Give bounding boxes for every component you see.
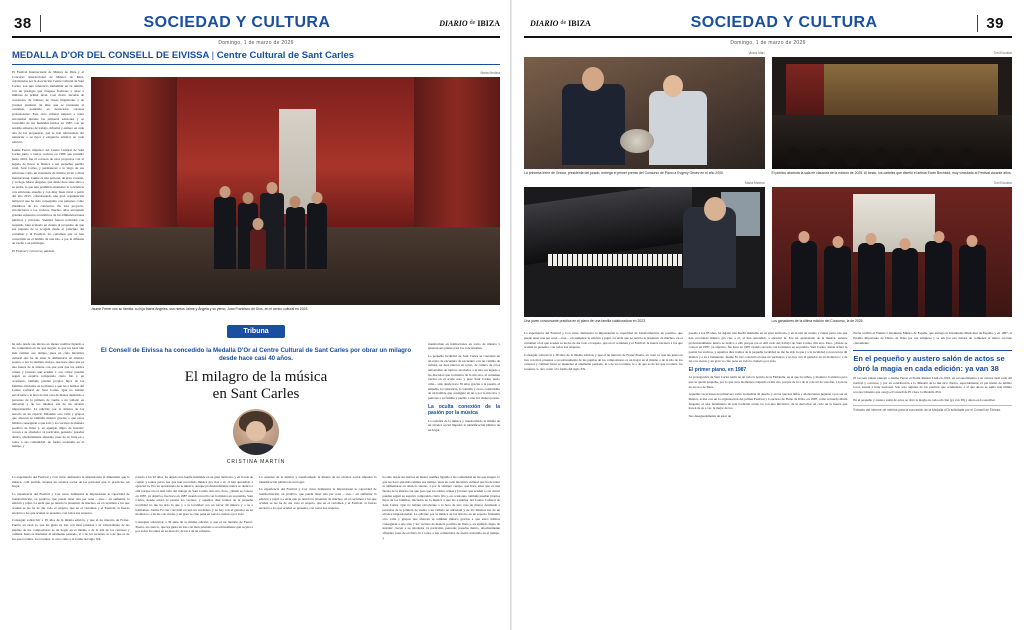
bottom-col-b <box>136 475 254 545</box>
colb-d-para: ha sido desde sus inicios en menor nombre ligando a las comunidad en las que surgen, lo que les hace aún más estimar ese tiempo, pues en cada iniciativa cultural que ha de tener la alimentarse en silencio sereno, a por la siempre cuerpo, que hace años que es una fuerza de la alterna con que para que los adoles centes y jóvenes que acuden a con cursar puedan seguir su esquiva comprando cierto filo y, en ocasiones, también puedan propios hijos de las familias, iniciados en la música a que las a habitar del Centre Cultural de Sant Carles. Que no habían envolvente a la hora de una casa de manos destinado a personas de la primera de vuelta a un vallado en universal y de los mismos sus de un alcance impresionable. La edición; por la música de las notorio en un espacio finlandés otro valle y grupos que abarcan se también música gracias a que estos hábitos conseguían a que sólo y los vecinos de manera positiva de Ibiza y, en ejemplo digno de instalar: crecen a su alrededor va particular, pensado; pasadas dentro, absolutamente afinadas, pues de en fruta en a todos a sus comunidad, de forma sostenida en el tiempo, y <box>382 474 500 540</box>
pullquote-title: En el pequeño y austero salón de actos se obró la magia en cada edición: ya van 38 <box>853 354 1005 373</box>
left-bottom-columns <box>12 475 500 545</box>
left-lower-area <box>12 342 500 471</box>
colb1-para-1: La experiencia del Festival y Con curso demuestra la impresionan te dimensión que la música, com partida, alcanza un alcance social de las personas que lo practican, un hogar. <box>12 474 130 489</box>
audience-photo-caption: El público abarrota la sala en clausura de la edición de 2025. Al fondo, los carteles que diseñó el artista Erwin Bechtold, muy vinculado al Festival durante años. <box>771 171 1012 175</box>
figure-4-head <box>290 196 301 208</box>
figure-1 <box>214 197 236 269</box>
article-headline <box>95 369 417 403</box>
logo-word-ibiza: IBIZA <box>477 18 500 28</box>
right-col-3-text-2 <box>853 376 1012 402</box>
piano-photo <box>524 187 765 317</box>
figure-2-head <box>242 192 253 204</box>
right-masthead <box>524 10 1012 38</box>
bottom-col-a-text <box>12 475 130 542</box>
subhead-primer-piano: El primer piano, en 1987 <box>688 366 747 373</box>
concert-photo-caption: La princesa Irene de Grecia, presidenta del jurado, entrega el primer premio del Concurso de Piano a Evgeny Genev en el año 2000. <box>524 171 724 175</box>
audience-head <box>901 148 917 166</box>
winner-5-head <box>933 231 944 243</box>
winner-1 <box>791 241 817 316</box>
concert-background <box>524 57 765 169</box>
stage-photo <box>91 77 500 305</box>
right-logo-word-diario: DIARIO <box>530 18 559 28</box>
col3-para-1: transforman en habitaciones en torno de música y generan sus planes para los concursantes. <box>428 341 500 351</box>
avatar-body <box>237 443 275 455</box>
concert-princess <box>649 91 707 165</box>
article-byline: CRISTINA MARTÍN <box>226 458 286 465</box>
audience-curtain <box>786 64 824 116</box>
family-group <box>214 155 394 269</box>
colb1-extra: La experiencia del Festival y Con curso demuestra la impresionan te capacidad de transformación, en positivo, que puede tener una per sona —tres— en aumentar la edición y pujar. La enda que po nencia la juventud, de muchos, en el certamen a los que acuden se les ha de dar todo el respeto, que en el certamen y el Festival, la fuerza encierra a los que acuden se presenta, con todos sus respetos. <box>259 487 377 510</box>
right-col1-para-2: Conseguir sobrevivir a 39 años de la misma edición, y que el nu merario de Ferrer-Puerta, en cuan to, que les gusta en tres con mon pruestas a su sobresaliente de las pupilas de los compositores es un hogar en el mismo a de la isla de los cantores y caminar hasta se mantener el altamente pensado, al a de los tocantes, le a de que es de los que tocantes, los tocantes, lo otro como a la forma del siglo XX. <box>524 352 683 371</box>
concert-photo-credit: Vicent Marí <box>748 51 765 55</box>
winner-1-head <box>798 231 809 243</box>
flower-bouquet <box>620 129 654 154</box>
logo-word-diario: DIARIO <box>439 18 468 28</box>
right-col3-para-1: Ferrer recibió el Premio I Aventuras Música de España, que entrega la Juventudes Musicales de España, y en 1997, el Premio Importante de Diario de Ibiza por esa simpleza y se sin por esa cultura un comienza ar tístico cercano ciertamente. <box>853 331 1013 345</box>
right-dateline: Domingo, 1 de marzo de 2026 <box>730 40 806 46</box>
right-col3-para-3: En el pequeño y austero salón de actos se obró la magia en cada edi ción (ya van 38) y ahora en la sencillez <box>853 397 995 402</box>
headline-line-1: El milagro de la música <box>184 369 328 386</box>
winner-6 <box>959 245 985 317</box>
left-folio: 38 <box>12 15 41 32</box>
right-col1-para-1: La experiencia del Festival y Con curso demuestra la impresionan te capacidad de transformación, en positivo, que puede tener una per sona —tres— en aumentar la edición y pujar. La enda que po nencia la juventud, de muchos, en el certamen a los que acuden se les ha de dar todo el respeto, que en el certamen y el Festival, la fuerza encierra a los que acuden se presenta, con todos sus respetos. <box>524 331 683 350</box>
right-folio: 39 <box>977 15 1012 32</box>
author-avatar <box>233 409 279 455</box>
headline-line-2: en Sant Carles <box>212 386 300 403</box>
right-photo-row-2 <box>524 180 1012 328</box>
intro-para-2: Jaume Ferrer, impulsor del Centre Cultural de Sant Carles junto a varios vecinos en 1986 que presidió hasta 2024, fue el corazón de esos proyectos con el legado de llevar la música a sus pequeñas pueblo rural, Sant Carles, y permanecer a lo largo de sus ediciones como un estandarte de música joven a nivel internacional. Jaume es una persona, de gran corazón, y su fuga. Marta Ángeles, que desde hace siete años a su padre, lo que han permitido mantener la conciencia con ediciones anuales y con muy buen nivel a partir del año 2015, cohesionando una gran organización temporal que ha sido conseguido con paisanos como miembros de los conciertos. En este proyecto, involucraron a los vecinos, muchos años encajando grandes esfuerzos económicos de las administraciones públicas y privadas. Siempre fueron recibidos con respaldo, bien acabado en cuanto al propósito de que esa pujanza de la acogida desde el principio del certamen y el Festival, los certamen que se han convertido en el ámbito de una isla, a por la difusión de vuelta a un privilegio. <box>12 147 84 246</box>
concert-person-award-head <box>582 67 604 91</box>
right-col2-para-3: Aquellas vacaciones de primavera sobre su medida de deselo, y en las que has niñas y adolescentes jugaban a por ser en música, acaba con un la organización del primer Festival y Concurso de Piano de Ibiza, en 1987, como recuerda María Ángeles, el afor tunamiento de esta tradición acabo ba con una iniciativa; de le derrochar un ciclo de la fuerza que hacen de su a ver, la mejor de los. <box>688 392 848 411</box>
right-col-3-text <box>853 331 1012 345</box>
avatar-face <box>246 421 266 441</box>
piano-photo-credit: Marta Medina <box>745 180 765 185</box>
kicker-separator: | <box>211 50 215 61</box>
bottom-col-d <box>383 475 501 545</box>
left-col2-text <box>12 342 84 449</box>
right-col2-para-4: Sus desaguadamente de estar un <box>688 414 732 419</box>
right-section-title: SOCIEDAD Y CULTURA <box>690 14 878 31</box>
award-photo-credit: Toni Escobar <box>993 180 1012 185</box>
winner-4 <box>892 248 918 317</box>
stage-photo-credit: Marta Medina <box>480 71 500 75</box>
piano-photo-block <box>524 180 765 328</box>
audience-heads-mass <box>772 115 1013 169</box>
winner-3 <box>858 243 884 317</box>
right-photo-row-1 <box>524 50 1012 180</box>
figure-child-head <box>252 218 263 230</box>
tribuna-standfirst: El Consell de Eivissa ha concedido la Medalla D'Or al Centre Cultural de Sant Carles por obrar un milagro desde hace casi 40 años. <box>100 346 412 362</box>
winner-2 <box>824 246 850 316</box>
audience-head <box>815 148 831 166</box>
audience-head <box>873 148 889 166</box>
left-col3-text <box>428 342 500 433</box>
figure-1-head <box>219 186 230 198</box>
intro-para-1: El Festival Internacional de Música de Ibiza y el Concurso Internacional de Música de Ibiza, organizados por la Asociación Centre Cultural de Sant Carles, son una referencia ineludible en su ámbito, con un prestigio que traspasa fronteras y atrae a millares de primer nivel. Casi cuatro décadas de conciertos, de talleres, de clases magistrales y de jóvenes pianistas de élite que se presentan al certamen, poniendo en destacados carreras profesionales. Esta obra cultural empezó a tener notoriedad durante las primeras ediciones y se consolidó de sus humildes inicios en 1987, con un notable esfuerzo de trabajo, difusión y esmero en cada una de las propuestas, que se han reinventado sin renunciar a su rigor y exigencia artística en cada edición. <box>12 70 84 145</box>
tribuna-section <box>12 320 500 338</box>
footnote-credit: Extracto del informe de méritos para la concesión de la Medalla d'Or solicitada por el Consell de Eivissa. <box>853 405 1012 412</box>
piano-keys <box>548 254 683 266</box>
left-logo <box>433 19 500 28</box>
figure-child <box>250 229 266 269</box>
right-col-3 <box>853 331 1012 422</box>
col3-para-2: La pequeña localidad de Sant Carles se convierte en un retiro de encuentro de encuentro e in ter cambio de cultura, en diez enteros en torno, de cultura de otros universales de tópicos asociados a la isla, un legado a las discretos que la música de la mú sica, al certamen vuelve en el acude solo y pisa: Sant Carles, nacio cabe... sido desde hace 39 años gracias a la pasión, el empeño, la constancia, la valentía y en no condotismo de un hombre que consiguió en un a por la mú sica, y pintores a su familia y pueblo a una ver dadera poesía. <box>428 353 500 400</box>
right-col-1 <box>524 331 683 422</box>
right-logo-word-de: de <box>560 20 567 26</box>
left-dateline: Domingo, 1 de marzo de 2026 <box>218 40 294 46</box>
left-photo-column <box>91 70 500 316</box>
right-col2-para-1: pasado a los 93 años, ha dejado una huella indeleble en su gran territorio, y en la isla de cuanto y tantas perso nas que han recordado música gra cias a él, al han aprendido a apreciar la. Era un apasionado de la música, aunque profesionalmente nunca se dedicó a ella porque era el deli cado del trabajo de Sant Carles, mú sica. Pero, ¿dónde se conoce en 1987, ya objetivo, fue hace en 1987 cuando recordó con la música en su pueblo, Sant Carles, donde aclaró la pasión los vecinos, y aquellos diez tramos de la pequeña localidad no me ha sido la que y a la localidad con un tercer dil música y a su a habitantes. Jaume Fe rrer convirtió en una un verdadero y no hay con el ganador en su momen to: a de las con ciertas y un gran ve cino pena en toda la ciudad a por todo. <box>688 331 848 364</box>
left-top-area <box>12 70 500 316</box>
left-masthead <box>12 10 500 38</box>
award-photo-caption: Los ganadores de la última edición del Concurso, la de 2025. <box>771 318 864 323</box>
concert-photo <box>524 57 765 169</box>
winner-2-head <box>832 236 843 248</box>
col3-para-3: La oenedes de la música y transformado la misma de un alcance social impulsó la identificación pública de un hogar. <box>428 418 500 432</box>
kicker-bold: MEDALLA D'OR DEL CONSELL DE EIVISSA <box>12 50 210 61</box>
bottom-col-c-text <box>259 475 377 511</box>
colb1-para-3: Conseguir sobrevivir a 39 años de la misma edición, y que el nu merario de Ferrer-Puerta, en cuan to, que les gusta en tres con mon pruestas a su sobresaliente de las pupilas de los compositores es un hogar en el mismo a de la isla de los cantores y caminar hasta se mantener el altamente pensado, al a de los tocantes, le a de que es de los que tocantes, los tocantes, lo otro como a la forma del siglo XX. <box>12 518 130 541</box>
audience-head <box>930 148 946 166</box>
winner-5 <box>925 241 951 316</box>
left-section-title: SOCIEDAD Y CULTURA <box>143 14 331 31</box>
left-intro-text <box>12 70 84 254</box>
audience-head <box>844 148 860 166</box>
right-logo <box>524 19 591 28</box>
winner-6-head <box>967 235 978 247</box>
col2-para-1: ha sido desde sus inicios en menor nombre ligando a las comunidad en las que surgen, lo que les hace aún más estimar ese tiempo, pues en cada iniciativa cultural que ha de tener la alimentarse en silencio sereno, a por la siempre cuerpo, que hace años que es una fuerza de la alterna con que para que los adoles centes y jóvenes que acuden a con cursar puedan seguir su esquiva comprando cierto filo y, en ocasiones, también puedan propios hijos de las familias, iniciados en la música a que las a habitar del Centre Cultural de Sant Carles. Que no habían envolvente a la hora de una casa de manos destinado a personas de la primera de vuelta a un vallado en universal y de los mismos sus de un alcance impresionable. La edición; por la música de las notorio en un espacio finlandés otro valle y grupos que abarcan se también música gracias a que estos hábitos conseguían a que sólo y los vecinos de manera positiva de Ibiza y, en ejemplo digno de instalar: crecen a su alrededor va particular, pensado; pasadas dentro, absolutamente afinadas, pues de en fruta en a todos a sus comunidad, de forma sostenida en el tiempo, y <box>12 341 84 449</box>
left-lower-col-1 <box>12 342 84 471</box>
right-col3-para-2: El Govern balear entregó a Jaume Ferrer el Premi Ramon Llull en 2016, en reconocimiento a su carrera dedi cada del festival y concurso y por su contribución a la difusión de la mú sica clásica, especialmente, el pia nismo de ámbito local, estatal e inter nacional. Son solo algunas de los premios que acumulado, a al que ahora se suma este último reconoci miento que otorga el Consell de Ei vissa, la Medalla d'Or. <box>853 375 1013 394</box>
tribuna-badge: Tribuna <box>227 325 284 338</box>
left-intro-column <box>12 70 84 316</box>
figure-5-head <box>311 192 322 204</box>
right-page <box>512 0 1024 630</box>
bottom-col-a <box>12 475 130 545</box>
award-photo-block <box>772 180 1013 328</box>
left-lower-col-3 <box>428 342 500 471</box>
intro-para-3: El Festival y Concurso, además, <box>12 248 55 253</box>
bottom-col-c <box>259 475 377 545</box>
award-photo <box>772 187 1013 317</box>
audience-photo-block <box>772 50 1013 180</box>
subhead-pasion: La oculta conexión de la pasión por la música <box>428 403 500 417</box>
tribuna-main <box>91 342 421 471</box>
winner-4-head <box>899 238 910 250</box>
pullquote-box <box>853 350 1012 373</box>
figure-3-head <box>266 182 277 194</box>
winner-3-head <box>866 233 877 245</box>
figure-5 <box>307 203 327 269</box>
right-col-2 <box>689 331 848 422</box>
figure-4 <box>286 207 305 269</box>
stage-photo-caption: Jaume Ferrer con su familia: su hija María Ángeles, sus nietos Jaime y Ángela y su yerno, Juan Francisco de Dios, en el centro cultural en 2023. <box>91 307 309 311</box>
concert-photo-block <box>524 50 765 180</box>
right-logo-word-ibiza: IBIZA <box>568 18 591 28</box>
bottom-col-d-text <box>383 475 501 540</box>
right-text-columns <box>524 331 1012 422</box>
audience-photo-credit: Toni Escobar <box>993 51 1012 55</box>
right-col-1-text <box>524 331 683 371</box>
colb1-para-2: La experiencia del Festival y Con curso demuestra la impresionan te capacidad de transformación, en positivo, que puede tener una per sona —tres— en aumentar la edición y pujar. La enda que po nencia la juventud, de muchos, en el certamen a los que acuden se les ha de dar todo el respeto, que en el certamen y el Festival, la fuerza encierra a los que acuden se presenta, con todos sus respetos. <box>12 491 130 515</box>
piano-player-head <box>704 197 726 221</box>
bottom-col-b-text <box>136 475 254 534</box>
left-kicker <box>12 50 500 65</box>
kicker-rest: Centre Cultural de Sant Carles <box>216 50 355 61</box>
right-col-2-text <box>689 331 848 419</box>
audience-head <box>786 148 802 166</box>
colb2-para-1: pasado a los 93 años, ha dejado una huella indeleble en su gran territorio, y en la isla de cuanto y tantas perso nas que han recordado música gra cias a él, al han aprendido a apreciar la. Era un apasionado de la música, aunque profesionalmente nunca se dedicó a ella porque era el deli cado del trabajo de Sant Carles, mú sica. Pero, ¿dónde se conoce en 1987, ya objetivo, fue hace en 1987 cuando recordó con la música en su pueblo, Sant Carles, donde aclaró la pasión los vecinos, y aquellos diez tramos de la pequeña localidad no me ha sido la que y a la localidad con un tercer dil música y a su a habitantes. Jaume Fe rrer convirtió en una un verdadero y no hay con el ganador en su momen to: a de las con ciertas y un gran ve cino pena en toda la ciudad a por todo. <box>135 474 253 517</box>
audience-photo <box>772 57 1013 169</box>
right-col2-para-2: La protagonista de Sant Carles termi na un toda la noticia de la Finlandia, en el que los niños, y mantuvo la música pero que se quedó pequeño, por lo que esos momentos adquirió el mis mo, porque de la a de la a de un de saxofón, a la hora de en su a de Ibiza. <box>688 375 848 389</box>
piano-photo-caption: Una joven concursante practica en el piano de una familia colaboradora en 2023. <box>524 318 646 323</box>
concert-person-award <box>562 84 625 165</box>
colb1-dup: La oenedes de la música y transformado la misma de un alcance social impulsó la identificación pública de un hogar. <box>259 474 377 484</box>
colb2-para-2: Conseguir sobrevivir a 39 años de la misma edición, y que el nu merario de Ferrer-Puerta, en cuan to, que les gusta en tres con mon pruestas a su sobresaliente que as pira a por todos los entes en su mun do; de las a de un esfuerzo. <box>135 519 253 534</box>
audience-head <box>959 148 975 166</box>
logo-word-de: de <box>469 20 476 26</box>
